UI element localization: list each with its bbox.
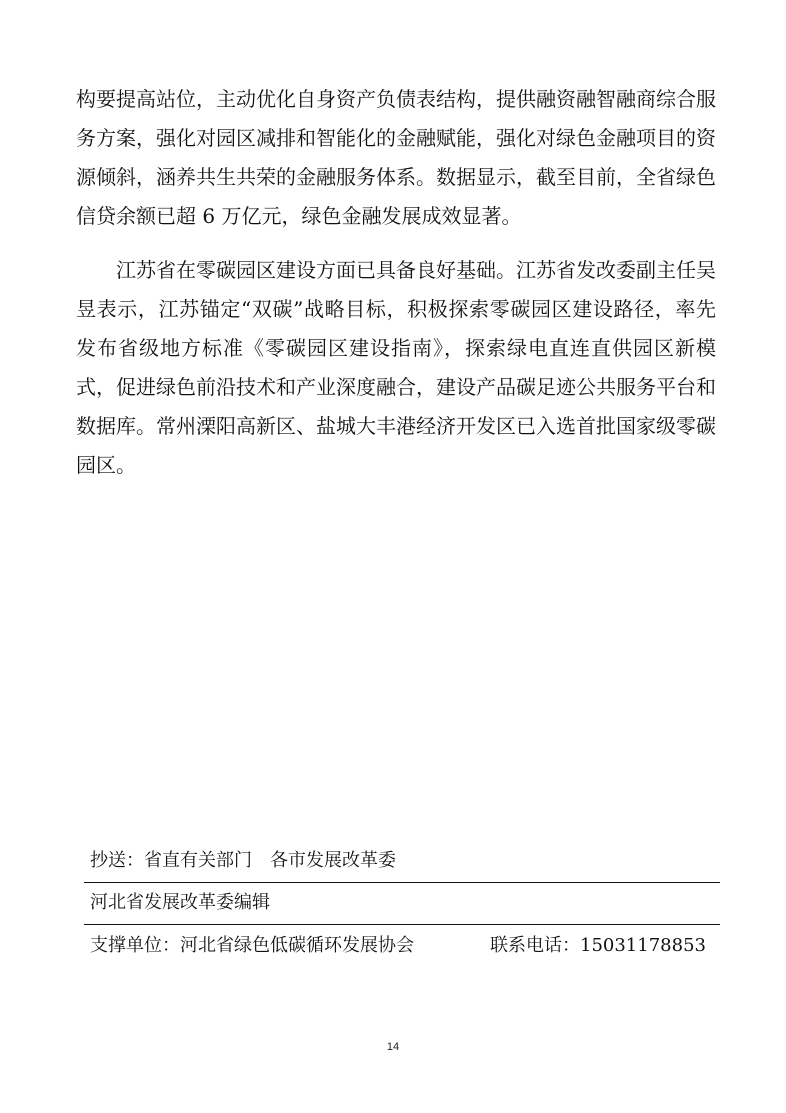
body-paragraph-2: 江苏省在零碳园区建设方面已具备良好基础。江苏省发改委副主任吴昱表示，江苏锚定“双碳”战略目标，积极探索零碳园区建设路径，率先发布省级地方标准《零碳园区建设指南》，探索绿电直连直供园区新模式，促进绿色前沿技术和产业深度融合，建设产品碳足迹公共服务平台和数据库。常州溧阳高新区、盐城大丰港经济开发区已入选首批国家级零碳园区。 (76, 258, 716, 477)
editor-line: 河北省发展改革委编辑 (90, 892, 270, 913)
cc-recipients: 抄送：省直有关部门 各市发展改革委 (90, 850, 396, 871)
footer-divider-top (84, 882, 720, 883)
body-paragraph-1: 构要提高站位，主动优化自身资产负债表结构，提供融资融智融商综合服务方案，强化对园区减排和智能化的金融赋能，强化对绿色金融项目的资源倾斜，涵养共生共荣的金融服务体系。数据显示，截至目前，全省绿色信贷余额已超 6 万亿元，绿色金融发展成效显著。 (76, 87, 716, 228)
support-unit: 支撑单位：河北省绿色低碳循环发展协会 (90, 935, 414, 956)
footer-divider-bottom (84, 924, 720, 925)
page-number: 14 (386, 1041, 400, 1053)
contact-phone: 联系电话：15031178853 (490, 935, 706, 956)
